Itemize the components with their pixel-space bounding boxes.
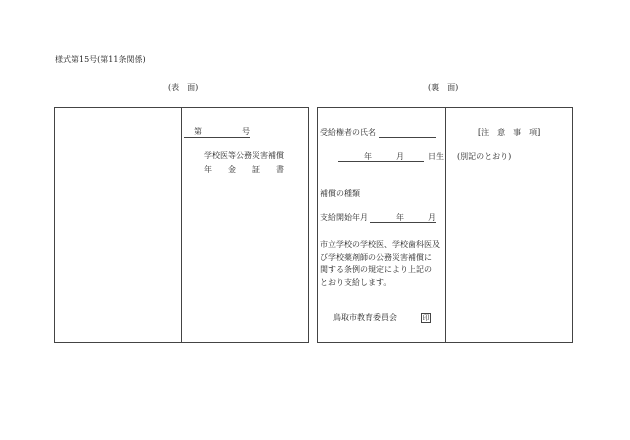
certificate-number-underline [184, 137, 250, 138]
seal-mark: 印 [422, 314, 430, 322]
payment-start-label: 支給開始年月 [320, 213, 368, 222]
payment-statement [320, 239, 442, 289]
back-panel-divider [445, 107, 446, 343]
issuer-name: 鳥取市教育委員会 [333, 313, 397, 322]
certificate-number-line: 第 号 [194, 127, 250, 136]
front-side-label: (表 面) [168, 83, 199, 92]
payment-statement-line: 関する条例の規定により上記の [320, 265, 432, 274]
notes-heading: [注 意 事 項] [478, 128, 541, 137]
form-number: 様式第15号(第11条関係) [55, 55, 146, 64]
birth-date-underline [338, 161, 424, 162]
compensation-type-label: 補償の種類 [320, 189, 360, 198]
front-panel-divider [181, 107, 182, 343]
certificate-title-line1: 学校医等公務災害補償 [204, 151, 284, 160]
certificate-title-line2: 年 金 証 書 [204, 165, 284, 174]
payment-statement-line: とおり支給します。 [320, 277, 392, 287]
birth-date-line: 年 月 日生 [364, 152, 444, 161]
notes-text: (別記のとおり) [457, 152, 512, 161]
back-side-label: (裏 面) [428, 83, 459, 92]
payment-start-year-label: 年 [396, 213, 404, 222]
recipient-name-underline [379, 137, 436, 138]
payment-statement-line: び学校薬剤師の公務災害補償に [320, 252, 432, 262]
recipient-name-label: 受給権者の氏名 [320, 128, 376, 137]
payment-start-month-label: 月 [428, 213, 436, 222]
payment-start-underline [370, 222, 436, 223]
payment-statement-line: 市立学校の学校医、学校歯科医及 [320, 240, 440, 249]
